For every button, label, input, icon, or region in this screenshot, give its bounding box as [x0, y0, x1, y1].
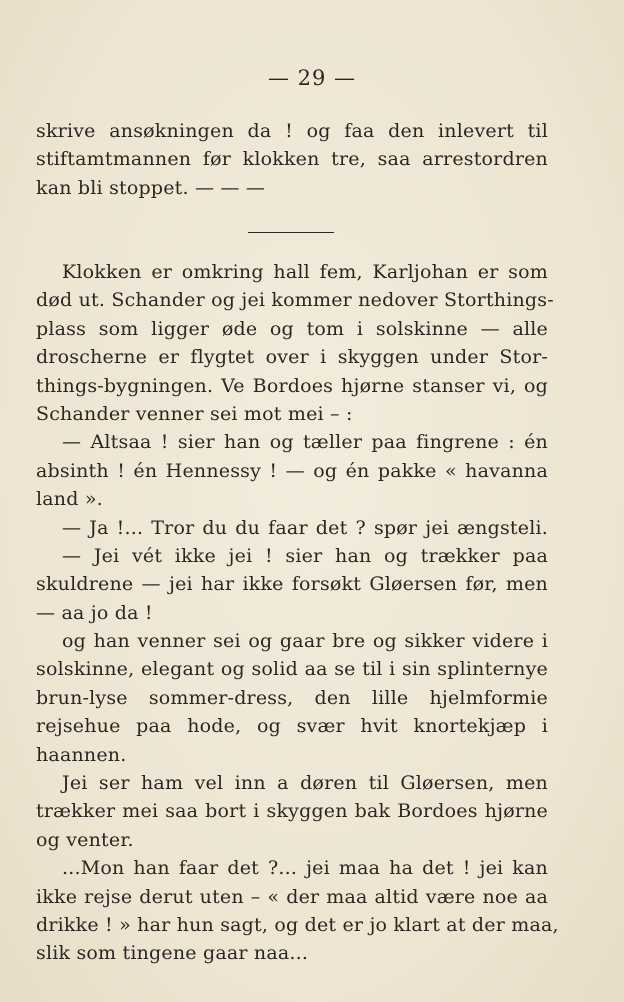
text-line: skrive ansøkningen da ! og faa den inlevert til [36, 120, 548, 142]
text-line: — Ja !... Tror du du faar det ? spør jei ængsteli. [62, 516, 548, 539]
text-line: things-bygningen. Ve Bordoes hjørne stanser vi, og [36, 374, 548, 397]
text-line: Schander venner sei mot mei – : [36, 402, 353, 425]
text-line: drikke ! » har hun sagt, og det er jo klart at der maa, [36, 913, 559, 936]
text-line: skuldrene — jei har ikke forsøkt Gløersen før, men [36, 573, 548, 596]
text-line: og han venner sei og gaar bre og sikker videre i [62, 630, 548, 653]
text-line: rejsehue paa hode, og svær hvit knortekjæp i [36, 715, 548, 738]
text-line: — aa jo da ! [36, 601, 153, 624]
text-line: ...Mon han faar det ?... jei maa ha det ! jei kan [62, 857, 548, 880]
text-line: absinth ! én Hennessy ! — og én pakke « havanna [36, 459, 548, 482]
text-line: trækker mei saa bort i skyggen bak Bordoes hjørne [36, 800, 548, 823]
paragraph-continuation [36, 117, 548, 202]
text-line: droscherne er flygtet over i skyggen under Stor- [36, 346, 548, 369]
text-line: Klokken er omkring hall fem, Karljohan er som [62, 261, 548, 283]
text-line: død ut. Schander og jei kommer nedover Storthings- [36, 289, 554, 312]
text-line: ikke rejse derut uten – « der maa altid være noe aa [36, 885, 548, 908]
text-line: haannen. [36, 743, 127, 766]
text-line: kan bli stoppet. — — — [36, 176, 266, 199]
page-number: — 29 — [267, 66, 357, 90]
text-line: stiftamtmannen før klokken tre, saa arrestordren [36, 148, 548, 171]
text-line: land ». [36, 488, 103, 511]
text-line: brun-lyse sommer-dress, den lille hjelmformie [36, 686, 548, 709]
text-line: solskinne, elegant og solid aa se til i sin splinternye [36, 658, 548, 681]
section-body [36, 258, 559, 968]
text-line: — Altsaa ! sier han og tæller paa fingrene : én [62, 431, 548, 454]
text-line: og venter. [36, 828, 134, 851]
text-line: slik som tingene gaar naa... [36, 942, 309, 965]
text-line: — Jei vét ikke jei ! sier han og trækker paa [62, 544, 548, 567]
text-line: plass som ligger øde og tom i solskinne — alle [36, 317, 548, 340]
text-line: Jei ser ham vel inn a døren til Gløersen, men [62, 772, 548, 795]
section-separator [248, 232, 334, 233]
